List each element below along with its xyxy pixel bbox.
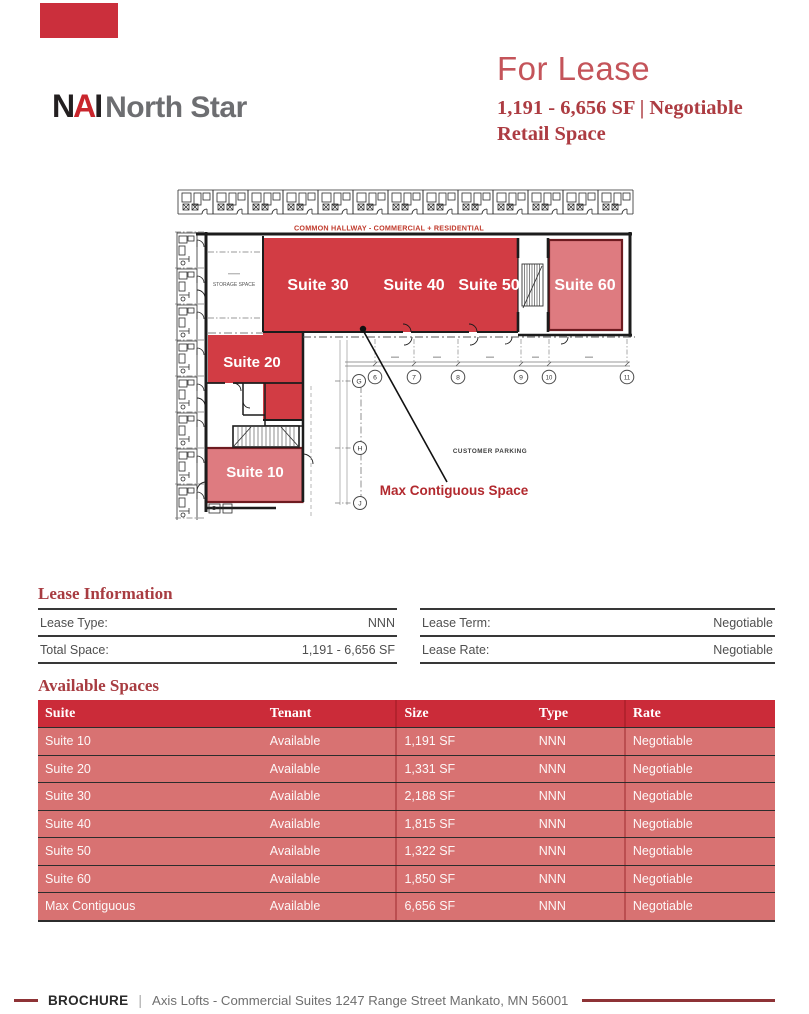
cell-rate: Negotiable (624, 756, 775, 783)
col-header-type: Type (538, 705, 569, 721)
cell-size: 1,191 SF (395, 728, 531, 755)
grid-col-9: 9 (519, 374, 523, 382)
grid-row-markers (353, 375, 367, 510)
suite-40-label: Suite 40 (383, 277, 445, 294)
cell-size: 2,188 SF (395, 783, 531, 810)
cell-suite: Max Contiguous (45, 899, 136, 914)
suite-60-label: Suite 60 (554, 277, 616, 294)
cell-tenant: Available (269, 871, 321, 886)
logo-nai (52, 88, 101, 125)
logo-letter-i: I (94, 88, 102, 124)
grid-col-8: 8 (456, 374, 460, 382)
cell-suite: Suite 40 (45, 816, 91, 831)
available-spaces-table (38, 700, 775, 922)
cell-suite: Suite 20 (45, 761, 91, 776)
footer-address: Axis Lofts - Commercial Suites 1247 Range Street Mankato, MN 56001 (152, 992, 569, 1008)
table-row (38, 755, 775, 783)
grid-row-h: H (357, 445, 363, 453)
suite-20-label: Suite 20 (223, 354, 281, 371)
lease-rate-row (420, 635, 775, 662)
logo-letter-n: N (52, 88, 74, 124)
lease-rate-value: Negotiable (713, 642, 773, 657)
available-spaces-heading: Available Spaces (38, 676, 160, 695)
col-header-suite: Suite (45, 705, 76, 721)
total-space-value: 1,191 - 6,656 SF (301, 642, 395, 657)
lease-type-row (38, 608, 397, 635)
cell-suite: Suite 50 (45, 844, 91, 859)
subtitle-size-range: 1,191 - 6,656 SF | Negotiable (497, 96, 743, 119)
cell-tenant: Available (269, 816, 321, 831)
table-row (38, 810, 775, 838)
lease-rate-label: Lease Rate: (422, 642, 490, 657)
logo-letter-a: A (73, 88, 95, 124)
cell-tenant: Available (269, 789, 321, 804)
cell-suite: Suite 60 (45, 871, 91, 886)
nai-north-star-logo (52, 88, 247, 125)
cell-suite: Suite 10 (45, 734, 91, 749)
cell-size: 6,656 SF (395, 893, 531, 920)
subtitle-space-type: Retail Space (497, 122, 606, 145)
col-header-rate: Rate (624, 700, 775, 727)
col-header-tenant: Tenant (269, 705, 312, 721)
lease-type-value: NNN (367, 615, 395, 630)
grid-row-g: G (356, 378, 362, 386)
cell-size: 1,815 SF (395, 811, 531, 838)
cell-rate: Negotiable (624, 838, 775, 865)
stairs-hatch-stairwell (522, 264, 543, 308)
footer-brochure-label: BROCHURE (48, 992, 129, 1008)
cell-type: NNN (538, 871, 566, 886)
cell-type: NNN (538, 761, 566, 776)
table-row (38, 782, 775, 810)
cell-size: 1,322 SF (395, 838, 531, 865)
cell-tenant: Available (269, 844, 321, 859)
total-space-label: Total Space: (40, 642, 109, 657)
cell-tenant: Available (269, 761, 321, 776)
cell-size: 1,331 SF (395, 756, 531, 783)
cell-type: NNN (538, 844, 566, 859)
cell-tenant: Available (269, 734, 321, 749)
page-title: For Lease (497, 50, 651, 87)
grid-column-markers (368, 370, 634, 384)
cell-type: NNN (538, 899, 566, 914)
table-row (38, 837, 775, 865)
page-subtitle (497, 95, 787, 147)
lease-info-right-column (420, 608, 775, 664)
suite-10-label: Suite 10 (226, 464, 284, 481)
cell-rate: Negotiable (624, 783, 775, 810)
cell-suite: Suite 30 (45, 789, 91, 804)
cell-tenant: Available (269, 899, 321, 914)
grid-col-7: 7 (412, 374, 416, 382)
table-row (38, 865, 775, 893)
grid-col-10: 10 (545, 375, 553, 382)
lease-information-heading: Lease Information (38, 584, 173, 603)
apartment-units-top-strip (178, 190, 633, 214)
cell-rate: Negotiable (624, 811, 775, 838)
grid-col-6: 6 (373, 374, 377, 382)
cell-rate: Negotiable (624, 866, 775, 893)
storage-room (208, 252, 261, 318)
cell-type: NNN (538, 789, 566, 804)
customer-parking-label: CUSTOMER PARKING (452, 448, 528, 455)
table-row (38, 727, 775, 755)
cell-type: NNN (538, 734, 566, 749)
total-space-row (38, 635, 397, 662)
title-block (497, 52, 787, 147)
grid-row-j: J (358, 500, 362, 508)
floor-plan (175, 186, 640, 522)
col-header-size: Size (395, 700, 531, 727)
max-contiguous-callout (357, 326, 529, 498)
cell-size: 1,850 SF (395, 866, 531, 893)
cell-type: NNN (538, 816, 566, 831)
table-header-row (38, 700, 775, 727)
storage-label: STORAGE SPACE (212, 282, 256, 288)
suite-30-label: Suite 30 (287, 277, 349, 294)
footer-left-rule (14, 999, 38, 1002)
cell-rate: Negotiable (624, 728, 775, 755)
apartment-units-left-strip (175, 232, 205, 520)
logo-company-name: North Star (105, 91, 247, 124)
lease-term-label: Lease Term: (422, 615, 491, 630)
suite-50-label: Suite 50 (458, 277, 520, 294)
brand-red-square (40, 3, 118, 38)
max-contiguous-label: Max Contiguous Space (379, 483, 529, 498)
cell-rate: Negotiable (624, 893, 775, 920)
footer-right-rule (582, 999, 775, 1002)
common-hallway-label: COMMON HALLWAY - COMMERCIAL + RESIDENTIAL (294, 223, 484, 233)
lease-type-label: Lease Type: (40, 615, 108, 630)
lease-term-value: Negotiable (713, 615, 773, 630)
lease-info-left-column (38, 608, 397, 664)
footer (0, 986, 809, 1014)
grid-col-11: 11 (623, 375, 631, 382)
lease-term-row (420, 608, 775, 635)
footer-separator: | (138, 992, 143, 1008)
table-row (38, 892, 775, 922)
